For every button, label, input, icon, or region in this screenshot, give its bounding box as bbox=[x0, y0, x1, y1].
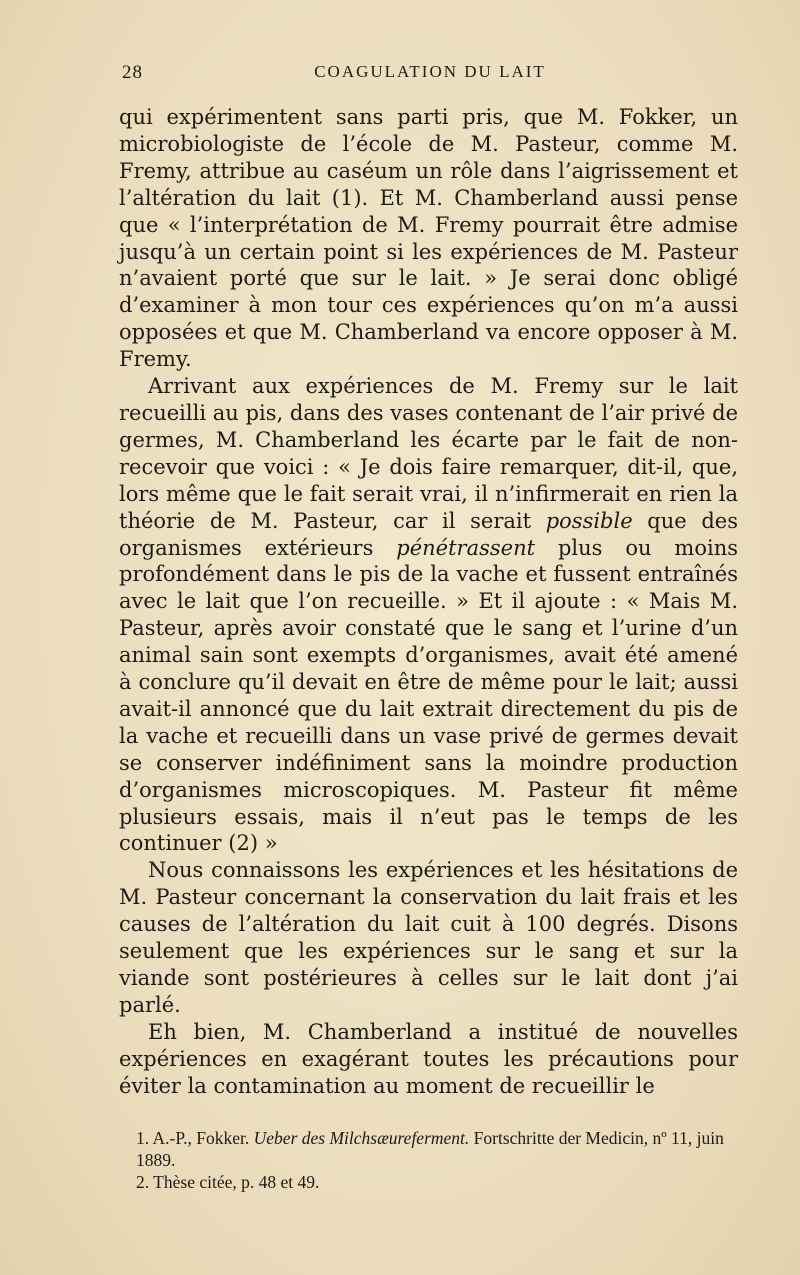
page-number: 28 bbox=[122, 62, 143, 83]
footnote-text: 1. A.-P., Fokker. bbox=[136, 1128, 250, 1148]
running-title: COAGULATION DU LAIT bbox=[314, 62, 546, 81]
body-text bbox=[119, 104, 738, 1100]
page-header bbox=[122, 62, 738, 88]
italic-text: possible bbox=[545, 508, 633, 533]
footnote-italic: Ueber des Milchsæureferment. bbox=[253, 1128, 470, 1148]
paragraph: Eh bien, M. Chamberland a institué de nouvelles expériences en exagérant toutes les précautions pour éviter la contamination au moment de recueillir le bbox=[119, 1019, 738, 1098]
italic-text: pénétrassent bbox=[396, 535, 536, 560]
paragraph: Nous connaissons les expériences et les hésitations de M. Pasteur concernant la conservation du lait frais et les causes de l’altération du lait cuit à 100 degrés. Disons seulement que les expériences sur le sang et sur la viande sont postérieures à celles sur le lait dont j’ai parlé. bbox=[119, 858, 738, 1017]
footnotes bbox=[119, 1127, 738, 1193]
paragraph-text: plus ou moins profondément dans le pis de la vache et fussent entraînés avec le lait que l’on recueille. » Et il ajoute : « Mais M. Pasteur, après avoir constaté que le sang et l’urine d’un animal sain sont exempts d’organismes, avait été amené à conclure qu’il devait en être de même pour le lait; aussi avait-il annoncé que du lait extrait directement du pis de la vache et recueilli dans un vase privé de germes devait se conserver indéfiniment sans la moindre production d’organismes microscopiques. M. Pasteur fit même plusieurs essais, mais il n’eut pas le temps de les continuer (2) » bbox=[119, 535, 739, 856]
paragraph: qui expérimentent sans parti pris, que M. Fokker, un microbiologiste de l’école de M. Pasteur, comme M. Fremy, attribue au caséum un rôle dans l’aigrissement et l’altération du lait (1). Et M. Chamberland aussi pense que « l’interprétation de M. Fremy pourrait être admise jusqu’à un certain point si les expériences de M. Pasteur n’avaient porté que sur le lait. » Je serai donc obligé d’examiner à mon tour ces expériences qu’on m’a aussi opposées et que M. Chamberland va encore opposer à M. Fremy. bbox=[119, 105, 738, 372]
paragraph-text: Arrivant aux expériences de M. Fremy sur le lait recueilli au pis, dans des vases contenant de l’air privé de germes, M. Chamberland les écarte par le fait de non-recevoir que voici : « Je dois faire remarquer, dit-il, que, lors même que le fait serait vrai, il n’infirmerait en rien la théorie de M. Pasteur, car il serait bbox=[119, 374, 738, 533]
footnote: 2. Thèse citée, p. 48 et 49. bbox=[136, 1172, 320, 1192]
footnote bbox=[119, 1127, 738, 1171]
paragraph bbox=[119, 373, 738, 857]
footnote-text: Fortschritte der Medicin, nº 11, juin 1889. bbox=[136, 1128, 724, 1170]
paragraph-text: que des organismes extérieurs bbox=[119, 508, 738, 560]
